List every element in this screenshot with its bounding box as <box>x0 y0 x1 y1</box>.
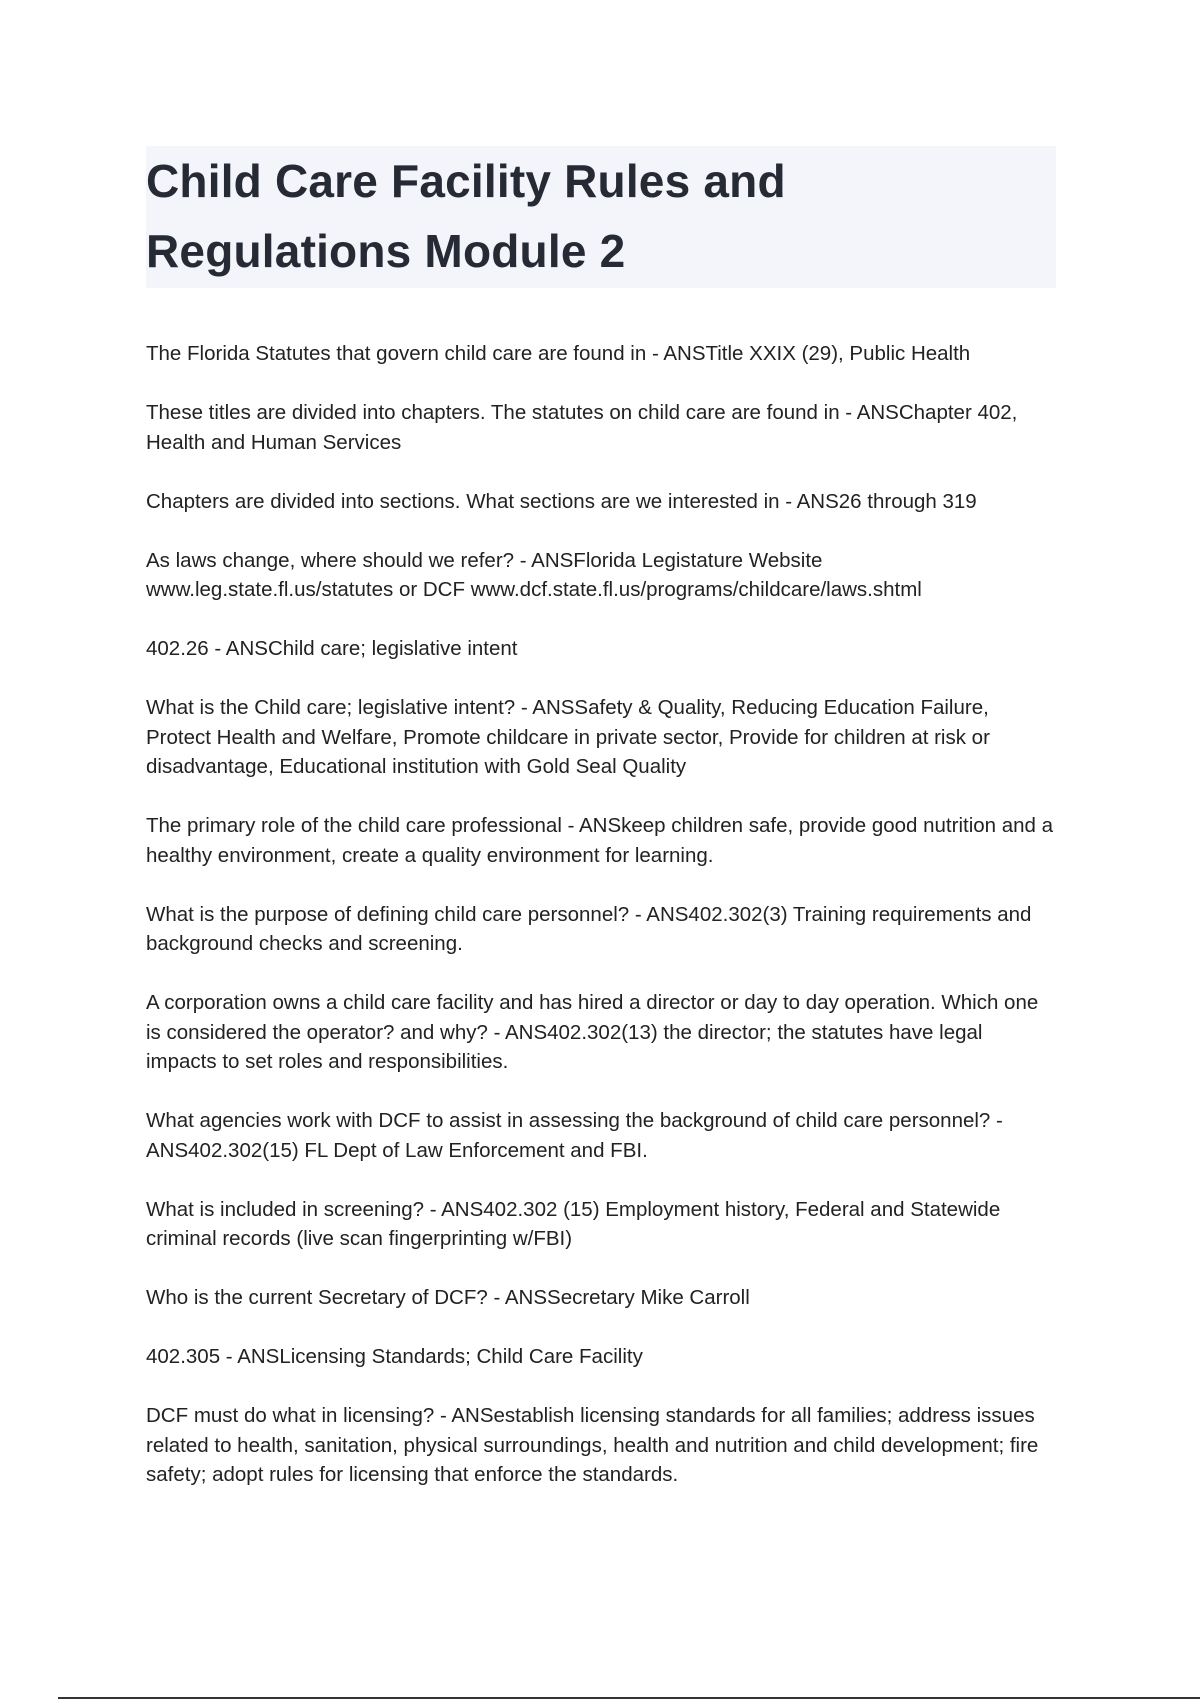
qa-item: As laws change, where should we refer? - ANSFlorida Legistature Website www.leg.state.fl.us/statutes or DCF www.dcf.state.fl.us/programs/childcare/laws.shtml <box>146 548 922 601</box>
qa-item: What is the purpose of defining child care personnel? - ANS402.302(3) Training requirements and background checks and screening. <box>146 902 1032 955</box>
title-block <box>146 146 1056 288</box>
qa-item: What is the Child care; legislative intent? - ANSSafety & Quality, Reducing Education Failure, Protect Health and Welfare, Promote childcare in private sector, Provide for children at risk or disadvantage, Educational institution with Gold Seal Quality <box>146 696 990 778</box>
qa-item: What is included in screening? - ANS402.302 (15) Employment history, Federal and Statewide criminal records (live scan fingerprinting w/FBI) <box>146 1197 1001 1250</box>
qa-item: Chapters are divided into sections. What sections are we interested in - ANS26 through 319 <box>146 489 977 513</box>
qa-item: A corporation owns a child care facility and has hired a director or day to day operation. Which one is considered the operator? and why? - ANS402.302(13) the director; the statutes have legal impacts to set roles and responsibilities. <box>146 991 1039 1073</box>
qa-item: Who is the current Secretary of DCF? - ANSSecretary Mike Carroll <box>146 1286 750 1309</box>
footer-divider <box>58 1697 1200 1699</box>
qa-item: DCF must do what in licensing? - ANSestablish licensing standards for all families; address issues related to health, sanitation, physical surroundings, health and nutrition and child development; fire safety; adopt rules for licensing that enforce the standards. <box>146 1404 1039 1486</box>
qa-item: The Florida Statutes that govern child care are found in - ANSTitle XXIX (29), Public Health <box>146 342 971 365</box>
qa-item: The primary role of the child care professional - ANSkeep children safe, provide good nutrition and a healthy environment, create a quality environment for learning. <box>146 814 1054 867</box>
qa-list <box>146 339 1058 1519</box>
qa-item: What agencies work with DCF to assist in assessing the background of child care personnel? - ANS402.302(15) FL Dept of Law Enforcement and FBI. <box>146 1109 1003 1162</box>
qa-item: These titles are divided into chapters. The statutes on child care are found in - ANSChapter 402, Health and Human Services <box>146 401 1018 454</box>
qa-item: 402.26 - ANSChild care; legislative intent <box>146 637 518 660</box>
qa-item: 402.305 - ANSLicensing Standards; Child Care Facility <box>146 1345 643 1368</box>
page-title: Child Care Facility Rules and Regulations Module 2 <box>146 155 786 277</box>
